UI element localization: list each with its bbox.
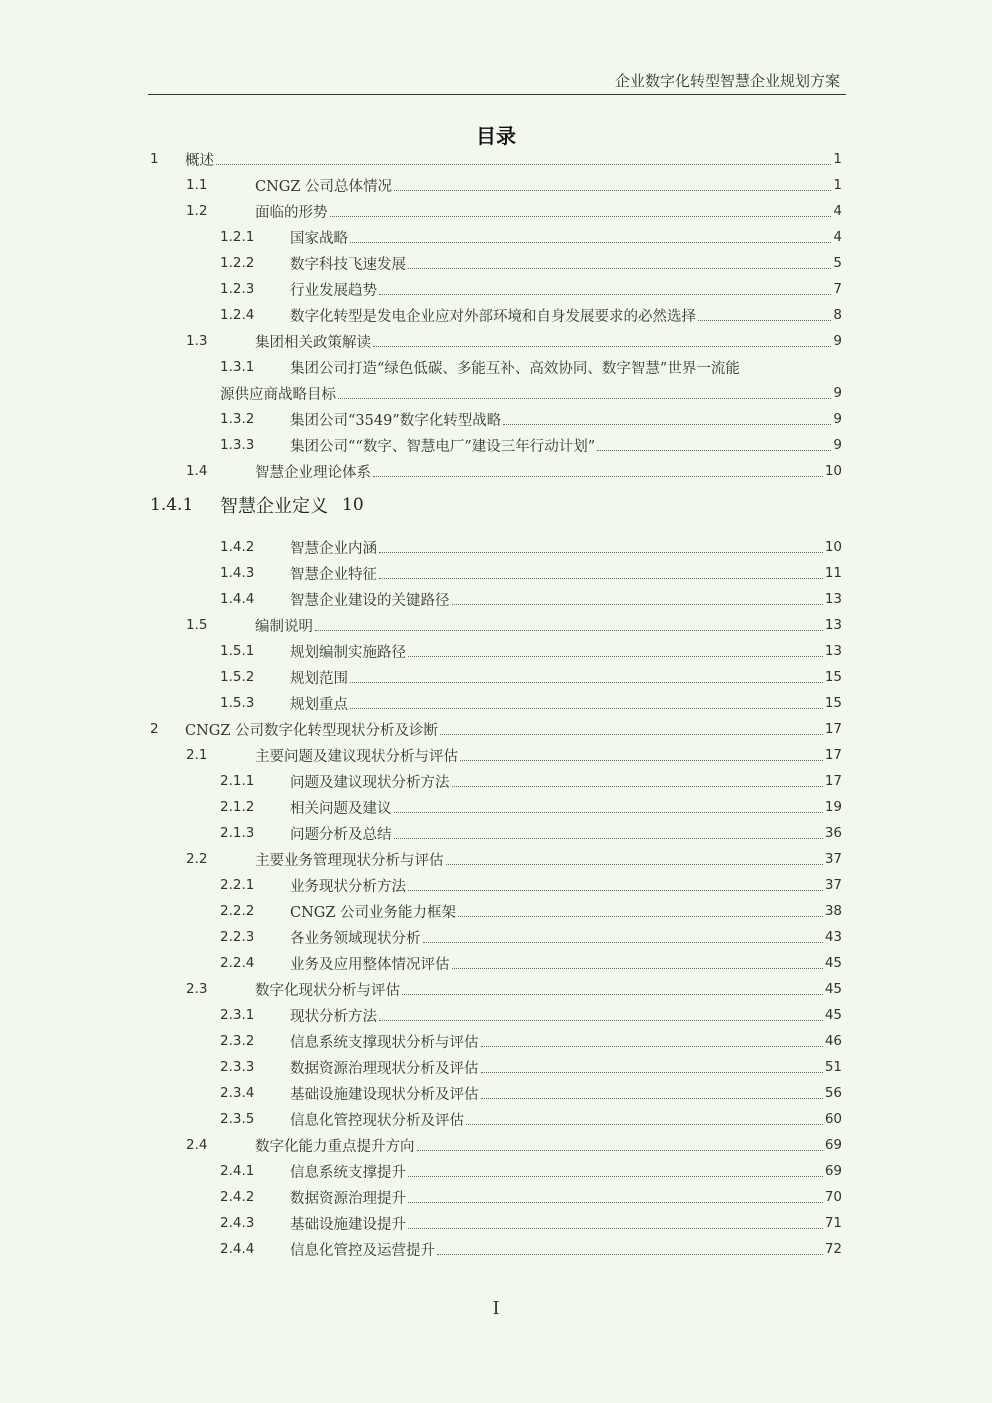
toc-entry-title: 智慧企业定义: [220, 496, 328, 517]
toc-entry-page: 36: [824, 825, 842, 841]
toc-dot-leader: [440, 734, 823, 735]
toc-entry-number: 1: [150, 151, 159, 167]
toc-entry-page: 43: [824, 929, 842, 945]
toc-entry-title: 概述: [185, 152, 214, 169]
toc-dot-leader: [597, 450, 831, 451]
toc-entry-title: 数字化转型是发电企业应对外部环境和自身发展要求的必然选择: [290, 308, 696, 325]
toc-dot-leader: [373, 476, 823, 477]
toc-entry[interactable]: [186, 742, 842, 768]
toc-dot-leader: [315, 630, 823, 631]
toc-entry-title-cont: 源供应商战略目标: [220, 386, 336, 403]
toc-entry-title: 相关问题及建议: [290, 800, 392, 817]
toc-entry-page: 45: [824, 981, 842, 997]
toc-dot-leader: [481, 1072, 823, 1073]
toc-entry-number: 2.2.4: [220, 955, 255, 971]
toc-entry-title: 智慧企业内涵: [290, 540, 377, 557]
toc-entry-number: 2.1.2: [220, 799, 255, 815]
toc-entry-page: 13: [824, 617, 842, 633]
toc-entry-number: 2.2.3: [220, 929, 255, 945]
toc-dot-leader: [423, 942, 823, 943]
toc-entry[interactable]: [186, 198, 842, 224]
toc-entry-page: 17: [824, 773, 842, 789]
toc-entry[interactable]: [220, 250, 842, 276]
toc-entry-title: 信息系统支撑现状分析与评估: [290, 1034, 479, 1051]
toc-entry-title: 基础设施建设提升: [290, 1216, 406, 1233]
toc-dot-leader: [408, 656, 823, 657]
toc-entry-title: 信息系统支撑提升: [290, 1164, 406, 1181]
toc-entry[interactable]: [220, 1210, 842, 1236]
toc-entry-number: 1.2.2: [220, 255, 255, 271]
toc-dot-leader: [408, 1228, 823, 1229]
toc-entry-page: 10: [342, 495, 364, 515]
toc-dot-leader: [452, 604, 823, 605]
toc-entry-page: 4: [833, 229, 842, 245]
toc-entry-title: 规划范围: [290, 670, 348, 687]
toc-entry-title: CNGZ 公司总体情况: [255, 178, 393, 195]
toc-entry-page: 71: [824, 1215, 842, 1231]
toc-entry-continuation[interactable]: [220, 380, 842, 406]
toc-entry-page: 9: [833, 333, 842, 349]
toc-entry-title: CNGZ 公司业务能力框架: [290, 904, 457, 921]
toc-entry[interactable]: [220, 768, 842, 794]
toc-entry[interactable]: [186, 328, 842, 354]
toc-entry-number: 2.3.2: [220, 1033, 255, 1049]
toc-entry-page: 60: [824, 1111, 842, 1127]
toc-entry[interactable]: [186, 846, 842, 872]
toc-entry-title: 规划重点: [290, 696, 348, 713]
toc-entry[interactable]: [220, 302, 842, 328]
toc-entry-title: 主要问题及建议现状分析与评估: [255, 748, 458, 765]
toc-entry-page: 9: [833, 411, 842, 427]
toc-entry-number: 1.4.3: [220, 565, 255, 581]
toc-entry[interactable]: [220, 1002, 842, 1028]
toc-entry-title: 问题及建议现状分析方法: [290, 774, 450, 791]
toc-entry-title: 智慧企业建设的关键路径: [290, 592, 450, 609]
toc-entry-number: 1.5.1: [220, 643, 255, 659]
toc-entry-page: 38: [824, 903, 842, 919]
toc-entry-number: 2.1.1: [220, 773, 255, 789]
toc-entry-page: 15: [824, 695, 842, 711]
toc-entry-number: 2.4.2: [220, 1189, 255, 1205]
toc-entry-page: 45: [824, 1007, 842, 1023]
toc-dot-leader: [452, 968, 823, 969]
toc-entry-title: 业务及应用整体情况评估: [290, 956, 450, 973]
toc-dot-leader: [458, 916, 823, 917]
toc-entry-title: 现状分析方法: [290, 1008, 377, 1025]
toc-entry-number: 1.4.2: [220, 539, 255, 555]
toc-entry-number: 2.2.2: [220, 903, 255, 919]
toc-entry-number: 2.2.1: [220, 877, 255, 893]
toc-entry[interactable]: [220, 354, 842, 380]
toc-dot-leader: [338, 398, 831, 399]
toc-entry-page: 19: [824, 799, 842, 815]
toc-dot-leader: [408, 1176, 823, 1177]
toc-entry[interactable]: [220, 432, 842, 458]
toc-entry-title: 国家战略: [290, 230, 348, 247]
toc-entry[interactable]: [220, 1106, 842, 1132]
toc-entry-number: 2.4.1: [220, 1163, 255, 1179]
toc-entry-number: 2.3.4: [220, 1085, 255, 1101]
toc-dot-leader: [481, 1098, 823, 1099]
toc-entry[interactable]: [220, 638, 842, 664]
header-title: 企业数字化转型智慧企业规划方案: [614, 72, 840, 90]
toc-entry-page: 13: [824, 643, 842, 659]
toc-entry-number: 2: [150, 721, 159, 737]
toc-entry[interactable]: [220, 586, 842, 612]
toc-entry-title: CNGZ 公司数字化转型现状分析及诊断: [185, 722, 439, 739]
toc-entry[interactable]: [220, 534, 842, 560]
toc-entry-number: 2.3.3: [220, 1059, 255, 1075]
toc-entry-number: 1.5.2: [220, 669, 255, 685]
toc-entry-page: 46: [824, 1033, 842, 1049]
toc-entry[interactable]: [220, 690, 842, 716]
toc-entry-number: 1.3: [186, 333, 208, 349]
toc-entry-number: 1.3.2: [220, 411, 255, 427]
toc-entry-number: 2.1: [186, 747, 208, 763]
toc-entry-page: 5: [833, 255, 842, 271]
toc-entry-number: 1.3.3: [220, 437, 255, 453]
toc-dot-leader: [460, 760, 823, 761]
toc-entry-number: 1.4: [186, 463, 208, 479]
toc-entry-title: 编制说明: [255, 618, 313, 635]
toc-entry-title: 主要业务管理现状分析与评估: [255, 852, 444, 869]
toc-entry-page: 1: [833, 151, 842, 167]
toc-entry-title: 各业务领域现状分析: [290, 930, 421, 947]
toc-entry[interactable]: [220, 1028, 842, 1054]
toc-entry-page: 11: [824, 565, 842, 581]
toc-entry[interactable]: [220, 406, 842, 432]
toc-entry[interactable]: [220, 872, 842, 898]
toc-entry-page: 51: [824, 1059, 842, 1075]
toc-dot-leader: [698, 320, 831, 321]
toc-dot-leader: [452, 786, 823, 787]
toc-entry[interactable]: [220, 224, 842, 250]
toc-entry[interactable]: [220, 560, 842, 586]
toc-entry-number: 1.1: [186, 177, 208, 193]
toc-dot-leader: [379, 1020, 823, 1021]
toc-dot-leader: [408, 268, 831, 269]
toc-dot-leader: [481, 1046, 823, 1047]
toc-entry-number: 1.3.1: [220, 359, 255, 375]
toc-entry-number: 1.4.1: [150, 495, 194, 515]
toc-entry-number: 2.1.3: [220, 825, 255, 841]
toc-entry-title: 信息化管控及运营提升: [290, 1242, 435, 1259]
toc-entry[interactable]: [220, 1080, 842, 1106]
toc-entry[interactable]: [186, 612, 842, 638]
toc-entry-title: 行业发展趋势: [290, 282, 377, 299]
toc-dot-leader: [417, 1150, 823, 1151]
toc-entry[interactable]: [220, 794, 842, 820]
toc-entry[interactable]: [150, 490, 364, 520]
toc-entry-title: 数据资源治理提升: [290, 1190, 406, 1207]
toc-entry-page: 9: [833, 385, 842, 401]
toc-entry-title: 数字化现状分析与评估: [255, 982, 400, 999]
toc-dot-leader: [379, 294, 831, 295]
toc-entry-number: 1.2: [186, 203, 208, 219]
toc-dot-leader: [408, 890, 823, 891]
toc-entry[interactable]: [186, 458, 842, 484]
toc-entry-number: 2.3.1: [220, 1007, 255, 1023]
toc-dot-leader: [379, 578, 823, 579]
toc-entry-page: 9: [833, 437, 842, 453]
toc-entry-title: 集团相关政策解读: [255, 334, 371, 351]
toc-entry-number: 1.5.3: [220, 695, 255, 711]
toc-entry-page: 13: [824, 591, 842, 607]
toc-entry-title: 业务现状分析方法: [290, 878, 406, 895]
toc-dot-leader: [373, 346, 831, 347]
toc-entry-page: 15: [824, 669, 842, 685]
toc-entry-page: 4: [833, 203, 842, 219]
toc-dot-leader: [437, 1254, 823, 1255]
toc-entry-page: 72: [824, 1241, 842, 1257]
toc-dot-leader: [350, 682, 823, 683]
toc-entry[interactable]: [186, 976, 842, 1002]
toc-dot-leader: [379, 552, 823, 553]
toc-entry-page: 17: [824, 747, 842, 763]
toc-entry[interactable]: [220, 924, 842, 950]
toc-dot-leader: [446, 864, 823, 865]
toc-entry[interactable]: [220, 664, 842, 690]
page-header: [148, 68, 846, 95]
toc-entry-title: 数据资源治理现状分析及评估: [290, 1060, 479, 1077]
toc-entry-page: 69: [824, 1137, 842, 1153]
toc-entry-number: 2.3.5: [220, 1111, 255, 1127]
toc-entry-number: 2.4: [186, 1137, 208, 1153]
toc-dot-leader: [408, 1202, 823, 1203]
toc-entry-number: 1.2.1: [220, 229, 255, 245]
toc-entry-number: 1.5: [186, 617, 208, 633]
toc-entry-number: 2.4.4: [220, 1241, 255, 1257]
toc-entry[interactable]: [220, 1158, 842, 1184]
toc-entry[interactable]: [186, 1132, 842, 1158]
toc-dot-leader: [402, 994, 823, 995]
toc-entry-title: 集团公司打造“绿色低碳、多能互补、高效协同、数字智慧”世界一流能: [290, 360, 740, 377]
toc-dot-leader: [394, 838, 823, 839]
toc-entry[interactable]: [220, 276, 842, 302]
toc-entry-number: 1.2.3: [220, 281, 255, 297]
toc-entry[interactable]: [186, 172, 842, 198]
toc-entry-number: 2.2: [186, 851, 208, 867]
toc-entry-title: 集团公司““数字、智慧电厂”建设三年行动计划”: [290, 438, 596, 455]
toc-entry-number: 2.4.3: [220, 1215, 255, 1231]
toc-dot-leader: [330, 216, 832, 217]
toc-entry-title: 智慧企业理论体系: [255, 464, 371, 481]
toc-entry-page: 17: [824, 721, 842, 737]
toc-dot-leader: [350, 708, 823, 709]
toc-entry-page: 70: [824, 1189, 842, 1205]
toc-entry-page: 37: [824, 851, 842, 867]
toc-entry[interactable]: [220, 1054, 842, 1080]
toc-entry-title: 问题分析及总结: [290, 826, 392, 843]
toc-entry[interactable]: [220, 1236, 842, 1262]
toc-entry[interactable]: [220, 898, 842, 924]
toc-entry-title: 基础设施建设现状分析及评估: [290, 1086, 479, 1103]
toc-entry-title: 智慧企业特征: [290, 566, 377, 583]
toc-entry-number: 2.3: [186, 981, 208, 997]
toc-entry-title: 规划编制实施路径: [290, 644, 406, 661]
toc-entry[interactable]: [220, 950, 842, 976]
toc-dot-leader: [394, 812, 823, 813]
toc-dot-leader: [466, 1124, 823, 1125]
toc-entry-page: 10: [824, 463, 842, 479]
toc-entry-title: 面临的形势: [255, 204, 328, 221]
toc-entry-page: 10: [824, 539, 842, 555]
toc-entry-number: 1.4.4: [220, 591, 255, 607]
toc-entry-title: 信息化管控现状分析及评估: [290, 1112, 464, 1129]
toc-entry-page: 45: [824, 955, 842, 971]
toc-dot-leader: [216, 164, 831, 165]
toc-entry-page: 8: [833, 307, 842, 323]
toc-entry-page: 69: [824, 1163, 842, 1179]
page-number: I: [492, 1298, 500, 1319]
toc-entry-page: 7: [833, 281, 842, 297]
toc-entry-number: 1.2.4: [220, 307, 255, 323]
toc-dot-leader: [503, 424, 831, 425]
toc-entry[interactable]: [220, 1184, 842, 1210]
toc-entry-title: 数字科技飞速发展: [290, 256, 406, 273]
toc-entry-page: 37: [824, 877, 842, 893]
toc-dot-leader: [394, 190, 831, 191]
toc-entry-title: 数字化能力重点提升方向: [255, 1138, 415, 1155]
toc-entry[interactable]: [150, 146, 842, 172]
toc-dot-leader: [350, 242, 831, 243]
toc-entry-title: 集团公司“3549”数字化转型战略: [290, 412, 502, 429]
toc-entry-page: 1: [833, 177, 842, 193]
toc-title: 目录: [476, 124, 516, 148]
toc-entry[interactable]: [150, 716, 842, 742]
toc-entry-page: 56: [824, 1085, 842, 1101]
toc-entry[interactable]: [220, 820, 842, 846]
